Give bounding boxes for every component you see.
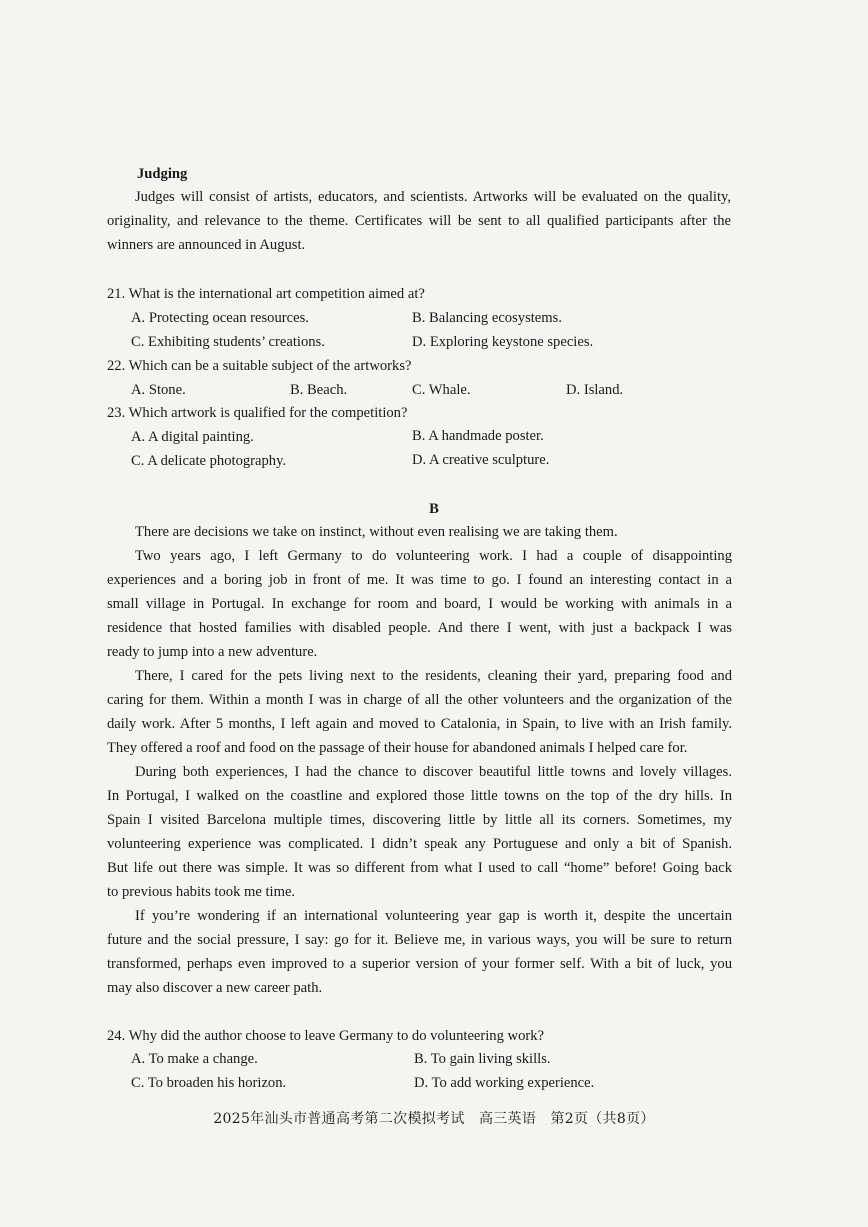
judging-line-2: originality, and relevance to the theme. Certificates will be sent to all qualified participants after the: [107, 213, 731, 229]
question-21-option-c: C. Exhibiting students’ creations.: [131, 334, 325, 350]
passage-line-11: During both experiences, I had the chance to discover beautiful little towns and lovely villages.: [135, 764, 732, 780]
passage-line-5: residence that hosted families with disabled people. And there I went, with just a backpack I was: [107, 620, 732, 636]
passage-line-4: small village in Portugal. In exchange for room and board, I would be working with animals in a: [107, 596, 732, 612]
question-23-option-a: A. A digital painting.: [131, 429, 254, 445]
passage-line-18: future and the social pressure, I say: go for it. Believe me, in various ways, you will be sure to return: [107, 932, 732, 948]
question-21-option-a: A. Protecting ocean resources.: [131, 310, 309, 326]
question-22-option-d: D. Island.: [566, 382, 624, 398]
question-21-option-b: B. Balancing ecosystems.: [412, 310, 562, 326]
passage-line-2: Two years ago, I left Germany to do volunteering work. I had a couple of disappointing: [135, 548, 732, 564]
passage-line-3: experiences and a boring job in front of me. It was time to go. I found an interesting contact in a: [107, 572, 732, 588]
passage-line-20: may also discover a new career path.: [107, 980, 323, 996]
passage-line-17: If you’re wondering if an international volunteering year gap is worth it, despite the uncertain: [135, 908, 732, 924]
question-23-option-b: B. A handmade poster.: [412, 428, 544, 444]
question-24-option-c: C. To broaden his horizon.: [131, 1075, 287, 1091]
passage-line-12: In Portugal, I walked on the coastline and explored those little towns on the top of the dry hills. In: [107, 788, 732, 804]
passage-line-10: They offered a roof and food on the passage of their house for abandoned animals I helped care for.: [107, 740, 688, 756]
passage-line-16: to previous habits took me time.: [107, 884, 296, 900]
page-footer: 2025年汕头市普通高考第二次模拟考试 高三英语 第2页（共8页）: [213, 1111, 655, 1127]
passage-line-9: daily work. After 5 months, I left again and moved to Catalonia, in Spain, to live with an Irish family.: [107, 716, 732, 732]
question-22-option-c: C. Whale.: [412, 382, 471, 398]
section-b-heading: B: [429, 501, 439, 517]
question-21-option-d: D. Exploring keystone species.: [412, 334, 594, 350]
question-23-option-d: D. A creative sculpture.: [412, 452, 550, 468]
passage-line-14: volunteering experience was complicated. I didn’t speak any Portuguese and only a bit of Spanish.: [107, 836, 732, 852]
question-24-stem: 24. Why did the author choose to leave Germany to do volunteering work?: [107, 1028, 545, 1044]
passage-line-8: caring for them. Within a month I was in charge of all the other volunteers and the organization of the: [107, 692, 732, 708]
question-24-option-d: D. To add working experience.: [414, 1075, 595, 1091]
question-24-option-a: A. To make a change.: [131, 1051, 258, 1067]
question-23-stem: 23. Which artwork is qualified for the competition?: [107, 405, 408, 421]
passage-line-19: transformed, perhaps even improved to a superior version of your former self. With a bit of luck, you: [107, 956, 732, 972]
passage-line-7: There, I cared for the pets living next to the residents, cleaning their yard, preparing food and: [135, 668, 732, 684]
judging-line-3: winners are announced in August.: [107, 237, 306, 253]
judging-heading: Judging: [137, 166, 188, 182]
passage-line-1: There are decisions we take on instinct, without even realising we are taking them.: [135, 524, 618, 540]
passage-line-6: ready to jump into a new adventure.: [107, 644, 318, 660]
passage-line-15: But life out there was simple. It was so different from what I used to call “home” before! Going back: [107, 860, 732, 876]
question-22-stem: 22. Which can be a suitable subject of the artworks?: [107, 358, 412, 374]
question-24-option-b: B. To gain living skills.: [414, 1051, 551, 1067]
judging-line-1: Judges will consist of artists, educators, and scientists. Artworks will be evaluated on the quality,: [135, 189, 731, 205]
question-23-option-c: C. A delicate photography.: [131, 453, 287, 469]
question-22-option-b: B. Beach.: [290, 382, 348, 398]
question-21-stem: 21. What is the international art competition aimed at?: [107, 286, 425, 302]
passage-line-13: Spain I visited Barcelona multiple times, discovering little by little all its corners. Sometimes, my: [107, 812, 732, 828]
question-22-option-a: A. Stone.: [131, 382, 186, 398]
